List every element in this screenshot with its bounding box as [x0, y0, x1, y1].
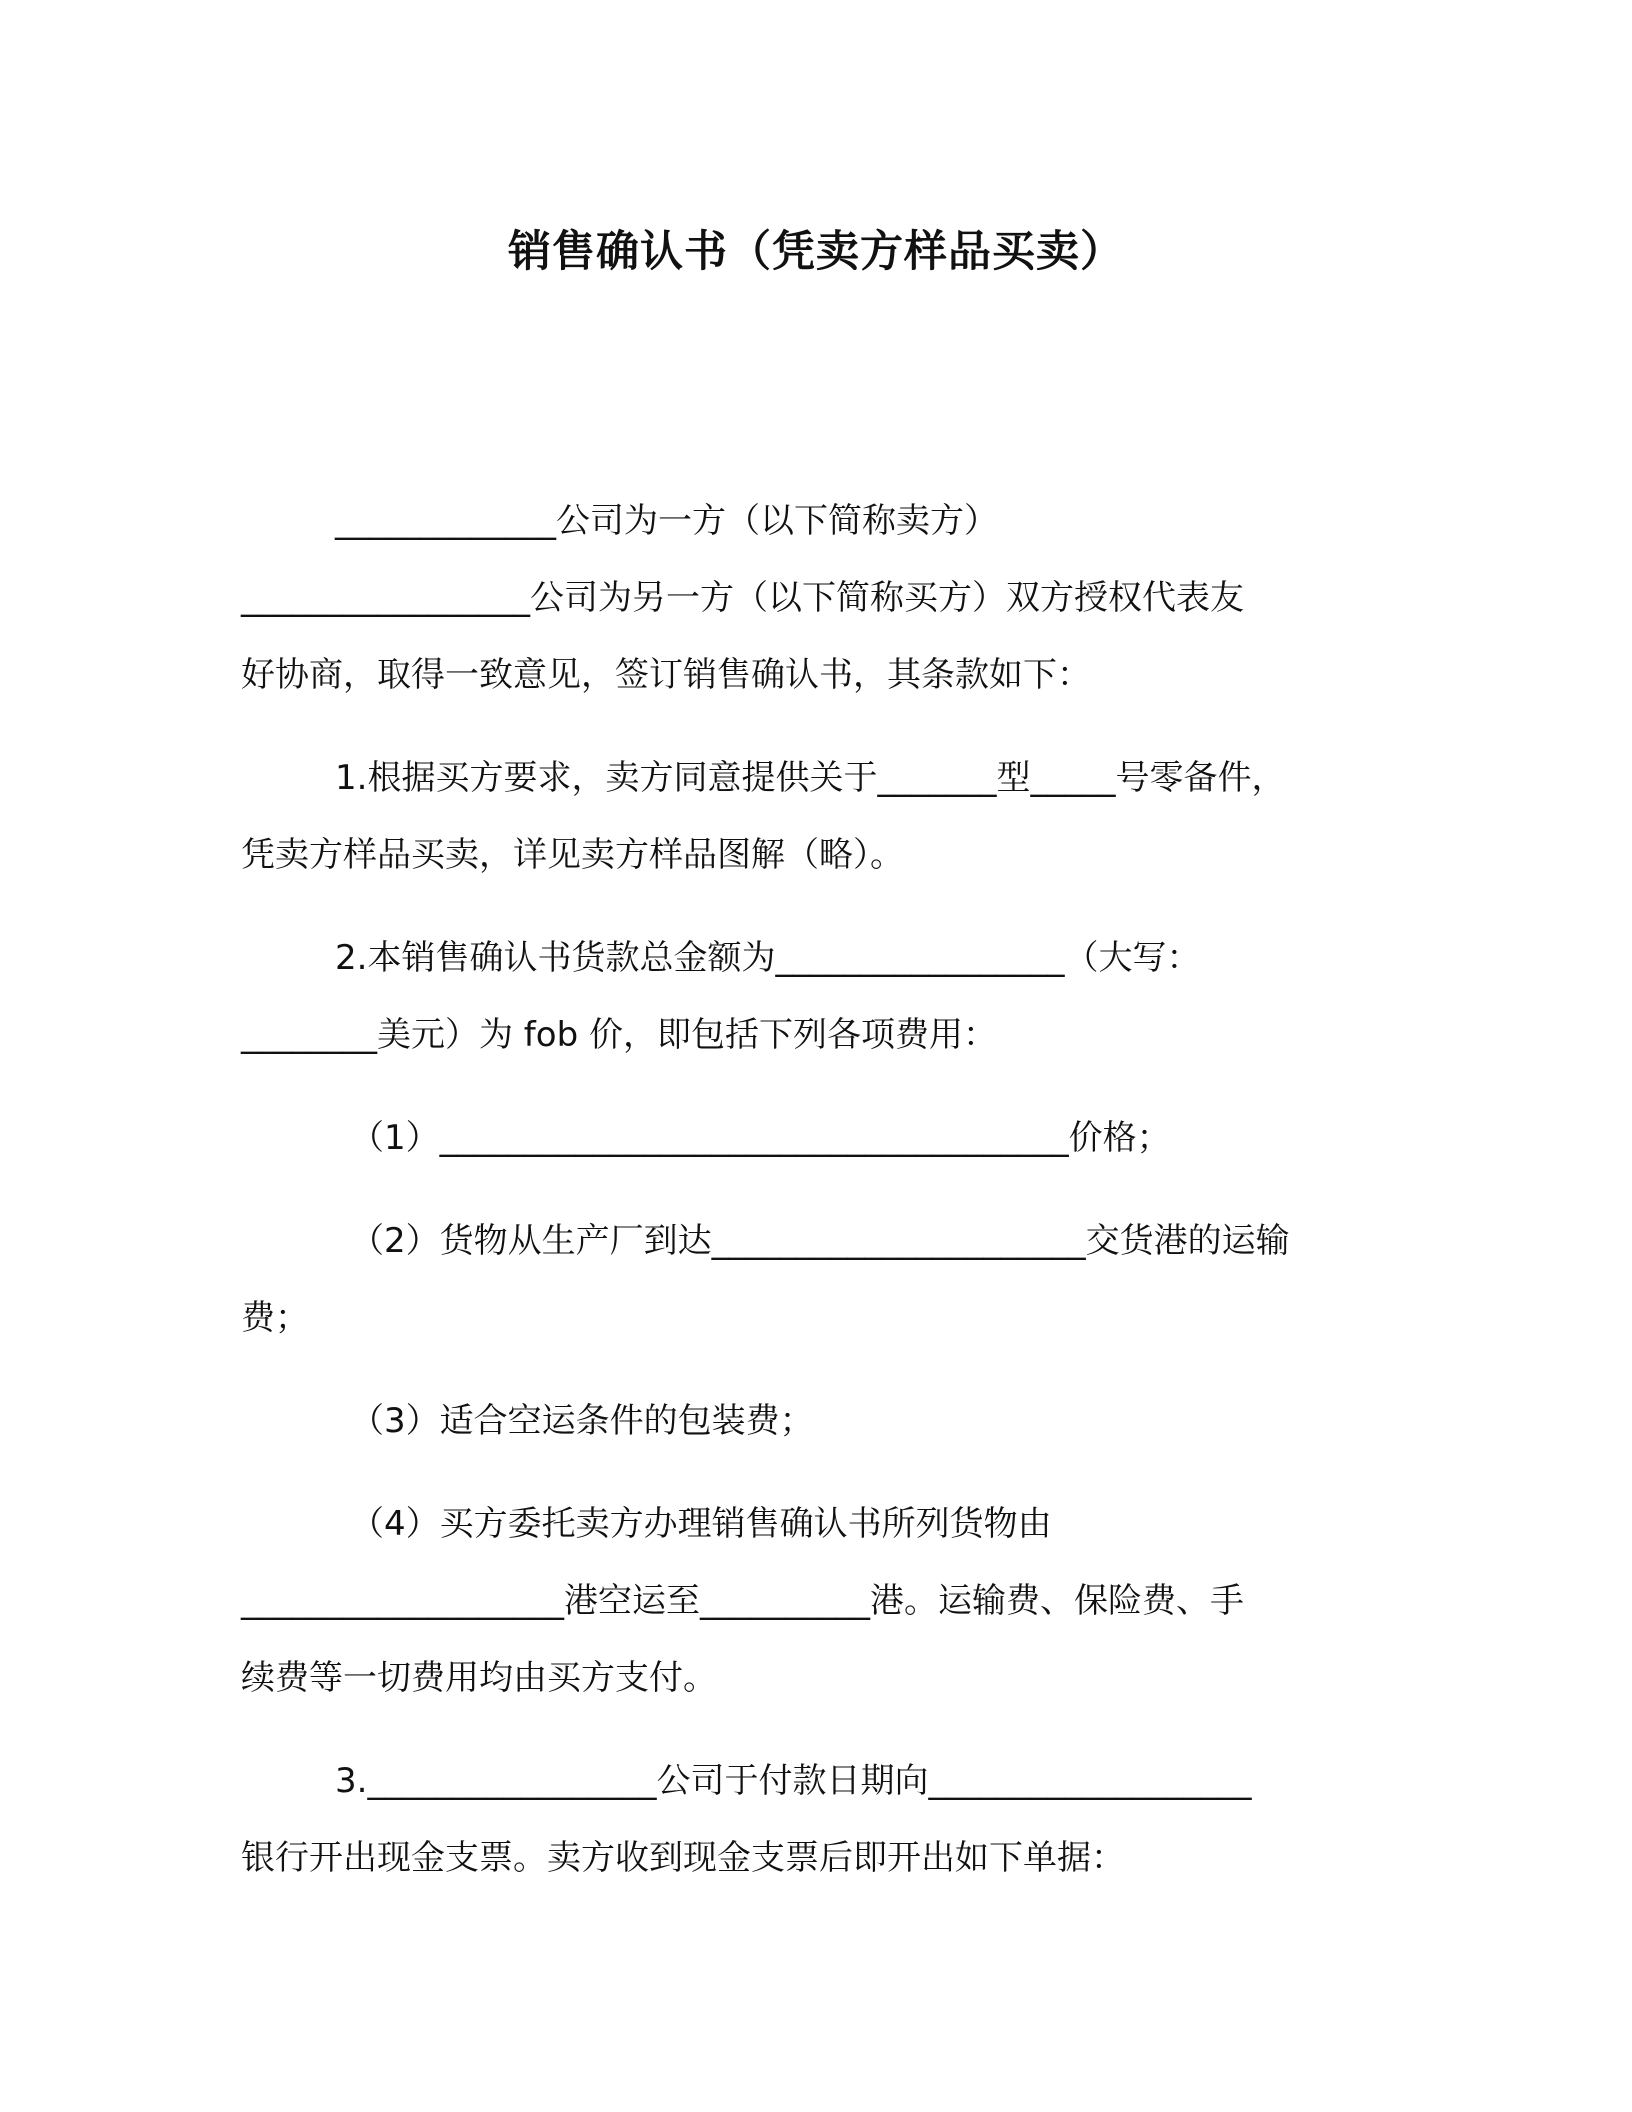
clause-3-line: 银行开出现金支票。卖方收到现金支票后即开出如下单据：	[241, 1838, 1125, 1878]
item-4-line: ___________________港空运至__________港。运输费、保险费、手	[241, 1581, 1244, 1621]
clause-1-line: 凭卖方样品买卖，详见卖方样品图解（略）。	[241, 835, 904, 875]
paragraph-line: 好协商，取得一致意见，签订销售确认书，其条款如下：	[241, 655, 1091, 695]
document-title: 销售确认书（凭卖方样品买卖）	[508, 227, 1124, 277]
item-2-line: 费；	[241, 1298, 309, 1338]
clause-2-line: ________美元）为 fob 价，即包括下列各项费用：	[241, 1015, 997, 1055]
item-1-line: （1）_____________________________________价格；	[350, 1118, 1171, 1158]
paragraph-line: _________________公司为另一方（以下简称买方）双方授权代表友	[241, 578, 1244, 618]
item-4-line: （4）买方委托卖方办理销售确认书所列货物由	[350, 1504, 1052, 1544]
item-3-line: （3）适合空运条件的包装费；	[350, 1401, 814, 1441]
clause-2-line: 2.本销售确认书货款总金额为_________________（大写：	[335, 938, 1201, 978]
item-2-line: （2）货物从生产厂到达______________________交货港的运输	[350, 1221, 1290, 1261]
clause-3-line: 3._________________公司于付款日期向___________________	[335, 1761, 1252, 1801]
paragraph-line: _____________公司为一方（以下简称卖方）	[335, 501, 998, 541]
clause-1-line: 1.根据买方要求，卖方同意提供关于_______型_____号零备件，	[335, 758, 1286, 798]
item-4-line: 续费等一切费用均由买方支付。	[241, 1658, 717, 1698]
